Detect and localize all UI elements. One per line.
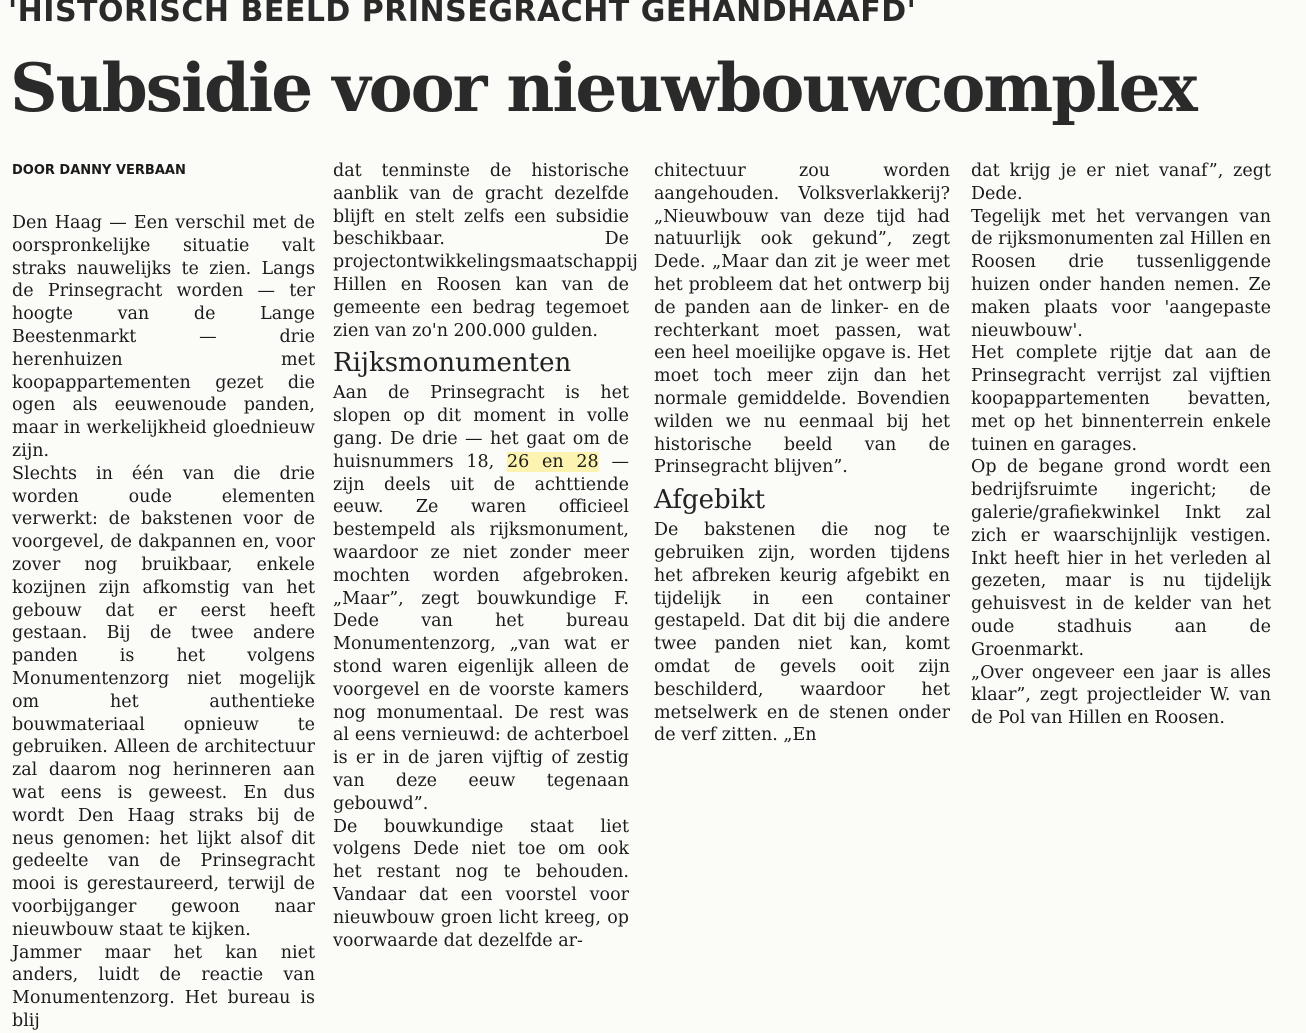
article-kicker: 'HISTORISCH BEELD PRINSEGRACHT GEHANDHAAFD': [8, 0, 917, 29]
paragraph: Den Haag — Een verschil met de oorspronkelijke situatie valt straks nauwelijks te zien. Langs de Prinsegracht worden — ter hoogte van de Lange Beestenmarkt — drie herenhuizen met koopappartementen gezet die ogen als eeuwenoude panden, maar in werkelijkheid gloednieuw zijn.: [12, 213, 315, 461]
column-1: [12, 160, 315, 1031]
paragraph: „Over ongeveer een jaar is alles klaar”, zegt projectleider W. van de Pol van Hillen en Roosen.: [971, 662, 1271, 729]
paragraph: Op de begane grond wordt een bedrijfsruimte ingericht; de galerie/grafiekwinkel Inkt zal zich er waarschijnlijk vestigen. Inkt heeft hier in het verleden al gezeten, maar is nu tijdelijk gehuisvest in de kelder van het oude stadhuis aan de Groenmarkt.: [971, 457, 1271, 660]
byline: DOOR DANNY VERBAAN: [12, 163, 186, 178]
paragraph: Jammer maar het kan niet anders, luidt de reactie van Monumentenzorg. Het bureau is blij: [12, 942, 315, 1031]
paragraph-text: — zijn deels uit de achttiende eeuw. Ze waren officieel bestempeld als rijksmonument, waardoor ze niet zonder meer mochten worden afgebroken. „Maar”, zegt bouwkundige F. Dede van het bureau Monumentenzorg, „van wat er stond waren eigenlijk alleen de voorgevel en de voorste kamers nog monumentaal. De rest was al eens vernieuwd: de achterboel is er in de jaren vijftig of zestig van deze eeuw tegenaan gebouwd”.: [333, 451, 629, 814]
column-3: [654, 160, 950, 957]
article-headline: Subsidie voor nieuwbouwcomplex: [10, 49, 1196, 127]
paragraph: dat tenminste de historische aanblik van de gracht dezelfde blijft en stelt zelfs een subsidie beschikbaar. De projectontwikkelingsmaatschappij Hillen en Roosen kan van de gemeente een bedrag tegemoet zien van zo'n 200.000 gulden.: [333, 161, 638, 341]
paragraph-text: Aan de Prinsegracht is het slopen op dit moment in volle gang. De drie — het gaat om de huisnummers 18,: [333, 383, 629, 472]
column-2: [333, 160, 638, 957]
paragraph: De bouwkundige staat liet volgens Dede niet toe om ook het restant nog te behouden. Vandaar dat een voorstel voor nieuwbouw groen licht kreeg, op voorwaarde dat dezelfde ar-: [333, 816, 629, 951]
paragraph: Tegelijk met het vervangen van de rijksmonumenten zal Hillen en Roosen drie tussenliggende huizen onder handen nemen. Ze maken plaats voor 'aangepaste nieuwbouw'.: [971, 206, 1271, 341]
paragraph: [333, 382, 629, 815]
subheading-rijksmonumenten: Rijksmonumenten: [333, 348, 572, 379]
paragraph: De bakstenen die nog te gebruiken zijn, worden tijdens het afbreken keurig afgebikt en tijdelijk in een container gestapeld. Dat dit bij die andere twee panden niet kan, komt omdat de gevels ooit zijn beschilderd, waardoor het metselwerk en de stenen onder de verf zitten. „En: [654, 520, 950, 746]
subheading-afgebikt: Afgebikt: [654, 485, 766, 516]
highlighted-house-numbers: 26 en 28: [506, 451, 599, 472]
paragraph: dat krijg je er niet vanaf”, zegt Dede.: [971, 161, 1271, 204]
paragraph: chitectuur zou worden aangehouden. Volksverlakkerij? „Nieuwbouw van deze tijd had natuurlijk ook gekund”, zegt Dede. „Maar dan zit je weer met het probleem dat het ontwerp bij de panden aan de linker- en de rechterkant moet passen, wat een heel moeilijke opgave is. Het moet toch meer zijn dan het normale gemiddelde. Bovendien wilden we nu eenmaal bij het historische beeld van de Prinsegracht blijven”.: [654, 161, 950, 478]
paragraph: Het complete rijtje dat aan de Prinsegracht verrijst zal vijftien koopappartementen bevatten, met op het binnenterrein enkele tuinen en garages.: [971, 343, 1271, 455]
column-4: [971, 160, 1271, 957]
paragraph: Slechts in één van die drie worden oude elementen verwerkt: de bakstenen voor de voorgevel, de dakpannen en, voor zover nog bruikbaar, enkele kozijnen zijn afkomstig van het gebouw dat er eerst heeft gestaan. Bij de twee andere panden is het volgens Monumentenzorg niet mogelijk om het authentieke bouwmateriaal opnieuw te gebruiken. Alleen de architectuur zal daarom nog herinneren aan wat eens is geweest. En dus wordt Den Haag straks bij de neus genomen: het lijkt alsof dit gedeelte van de Prinsegracht mooi is gerestaureerd, terwijl de voorbijganger gewoon naar nieuwbouw staat te kijken.: [12, 463, 315, 940]
